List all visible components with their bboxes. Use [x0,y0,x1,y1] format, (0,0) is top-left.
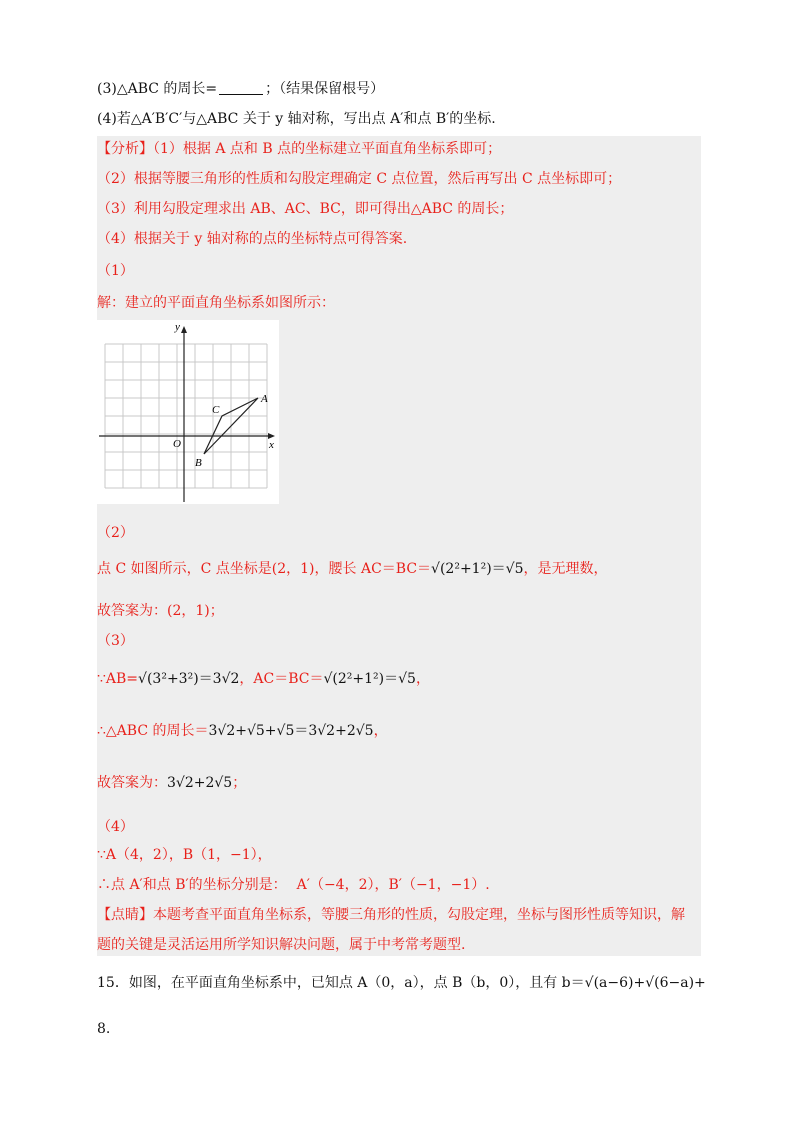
point-a-label: A [261,393,268,405]
part3-perimeter-line [97,720,388,742]
q15-text: 15．如图，在平面直角坐标系中，已知点 A（0，a），点 B（b，0），且有 b＝ [97,975,585,991]
coordinate-graph [97,320,279,504]
q3-text: △ABC 的周长= [116,81,218,97]
origin-label: O [173,438,181,450]
question-4: (4)若△A′B′C′与△ABC 关于 y 轴对称，写出点 A′和点 B′的坐标. [97,111,496,127]
x-axis-label: x [269,439,274,451]
part1-label: （1） [97,263,134,279]
part2-label: （2） [97,525,134,541]
y-axis-arrow [181,326,187,333]
comment-line-2: 题的关键是灵活运用所学知识解决问题，属于中考常考题型. [97,937,466,953]
analysis-line-4: （4）根据关于 y 轴对称的点的坐标特点可得答案. [97,231,408,247]
part3-answer-expr: 3√2+2√5 [167,775,233,791]
part3-answer-line [97,772,246,794]
question-3 [97,78,384,100]
part3-ac-suffix: ， [415,671,430,687]
q3-prefix: (3) [97,81,117,97]
part3-answer-prefix: 故答案为： [97,775,167,791]
part2-text-b: ，是无理数， [523,561,608,577]
part3-ac-prefix: ，AC＝BC＝ [239,671,324,687]
part2-statement [97,558,608,580]
question-15-line-2: 8. [97,1021,111,1037]
analysis-line-3: （3）利用勾股定理求出 AB、AC、BC，即可得出△ABC 的周长； [97,201,514,217]
part4-conclusion [97,874,490,896]
part4-conclusion-prefix: ∴点 A′和点 B′的坐标分别是： [97,877,287,893]
answer-blank [219,80,263,95]
part3-label: （3） [97,633,134,649]
part3-ab-expr: √(3²+3²)＝3√2 [138,671,240,687]
part4-given: ∵A（4，2），B（1，−1）， [97,847,272,863]
part4-coordinates: A′（−4，2），B′（−1，−1）. [296,877,490,893]
point-c-label: C [212,404,220,416]
part1-solution: 解：建立的平面直角坐标系如图所示： [97,295,335,311]
analysis-line-2: （2）根据等腰三角形的性质和勾股定理确定 C 点位置，然后再写出 C 点坐标即可； [97,171,622,187]
part3-perim-prefix: ∴△ABC 的周长＝ [97,723,209,739]
point-b-label: B [195,457,202,469]
q15-math-expr: √(a−6)+√(6−a)+ [584,975,706,991]
part3-perim-expr: 3√2+√5+√5＝3√2+2√5 [208,723,374,739]
grid-lines [105,344,267,488]
q3-suffix: ；（结果保留根号） [265,81,385,97]
solution-background [97,136,701,956]
part2-math-expr: √(2²+1²)＝√5 [431,561,524,577]
part3-answer-suffix: ； [232,775,247,791]
part3-ac-expr: √(2²+1²)＝√5 [323,671,416,687]
question-15-line-1 [97,972,706,994]
part2-answer: 故答案为：(2，1)； [97,603,224,619]
part4-label: （4） [97,819,134,835]
part3-perim-suffix: ， [373,723,388,739]
part3-ab-prefix: ∵AB= [97,671,139,687]
coordinate-graph-svg [97,320,279,504]
y-axis-label: y [175,321,180,333]
part2-text-a: 点 C 如图所示，C 点坐标是(2，1)，腰长 AC＝BC＝ [97,561,432,577]
comment-line-1: 【点睛】本题考查平面直角坐标系，等腰三角形的性质，勾股定理，坐标与图形性质等知识，解 [97,907,685,923]
part3-ab-line [97,668,430,690]
analysis-line-1: 【分析】（1）根据 A 点和 B 点的坐标建立平面直角坐标系即可； [97,141,502,157]
